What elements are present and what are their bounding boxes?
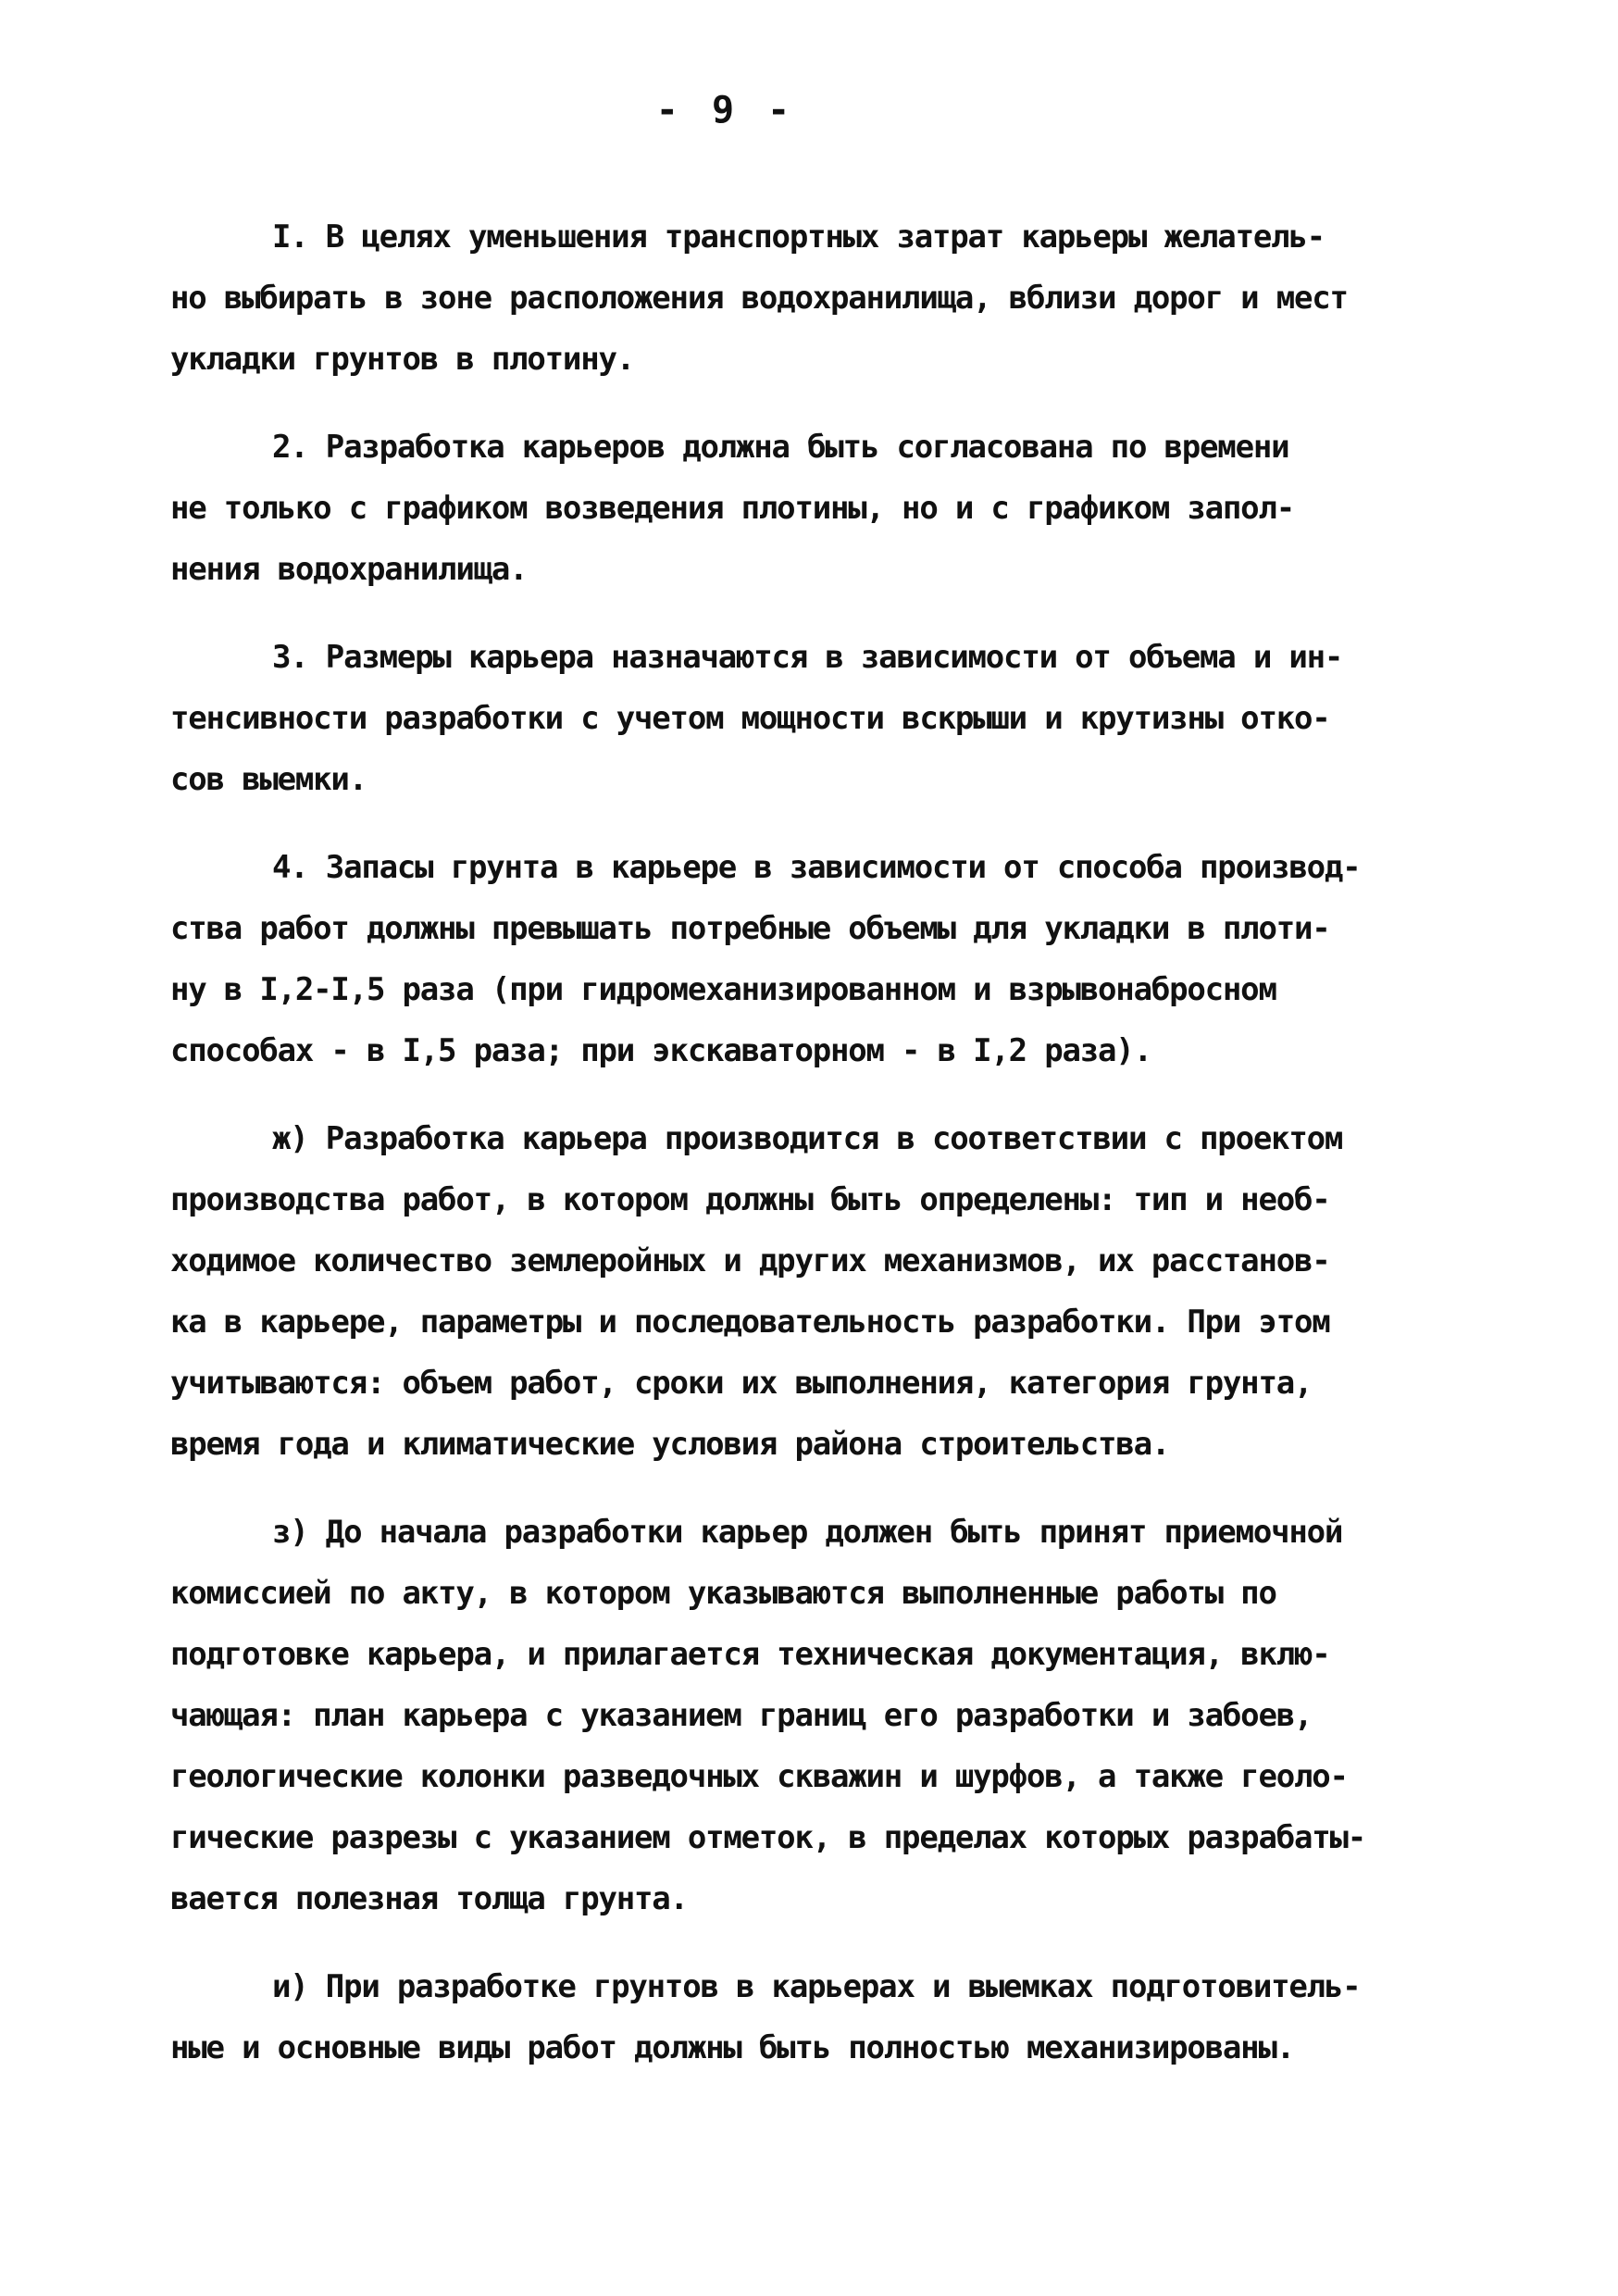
text-line: 2. Разработка карьеров должна быть согласована по времени (272, 429, 1289, 466)
text-line: но выбирать в зоне расположения водохранилища, вблизи дорог и мест (170, 280, 1348, 317)
text-line: комиссией по акту, в котором указываются выполненные работы по (170, 1575, 1276, 1612)
text-line: способах - в I,5 раза; при экскаваторном - в I,2 раза). (170, 1032, 1151, 1069)
text-line: ства работ должны превышать потребные объемы для укладки в плоти- (170, 910, 1330, 947)
text-line: ж) Разработка карьера производится в соответствии с проектом (272, 1120, 1343, 1157)
text-line: чающая: план карьера с указанием границ его разработки и забоев, (170, 1697, 1313, 1734)
paragraph-z (170, 1502, 1429, 1929)
text-line: вается полезная толща грунта. (170, 1880, 688, 1917)
text-line: учитываются: объем работ, сроки их выполнения, категория грунта, (170, 1365, 1313, 1402)
text-line: подготовке карьера, и прилагается техническая документация, вклю- (170, 1636, 1330, 1673)
text-line: ну в I,2-I,5 раза (при гидромеханизированном и взрывонабросном (170, 971, 1276, 1008)
text-line: з) До начала разработки карьер должен быть принят приемочной (272, 1514, 1343, 1551)
text-line: ходимое количество землеройных и других механизмов, их расстанов- (170, 1242, 1330, 1279)
text-line: нения водохранилища. (170, 551, 528, 588)
paragraph-zh (170, 1108, 1429, 1475)
paragraph-4 (170, 837, 1429, 1081)
text-line: геологические колонки разведочных скважин и шурфов, а также геоло- (170, 1758, 1348, 1795)
text-line: ные и основные виды работ должны быть полностью механизированы. (170, 2029, 1294, 2066)
paragraph-1 (170, 206, 1429, 390)
text-line: время года и климатические условия района строительства. (170, 1426, 1170, 1463)
text-line: ка в карьере, параметры и последовательность разработки. При этом (170, 1304, 1330, 1341)
text-line: I. В целях уменьшения транспортных затрат карьеры желатель- (272, 218, 1325, 256)
text-line: не только с графиком возведения плотины, но и с графиком запол- (170, 490, 1294, 527)
document-body (170, 206, 1429, 2078)
paragraph-2 (170, 417, 1429, 600)
text-line: 4. Запасы грунта в карьере в зависимости от способа производ- (272, 849, 1361, 886)
text-line: и) При разработке грунтов в карьерах и выемках подготовитель- (272, 1968, 1361, 2005)
paragraph-i (170, 1956, 1429, 2078)
text-line: укладки грунтов в плотину. (170, 341, 635, 378)
paragraph-3 (170, 627, 1429, 810)
text-line: сов выемки. (170, 761, 367, 798)
text-line: гические разрезы с указанием отметок, в пределах которых разрабаты- (170, 1819, 1366, 1856)
page-number: - 9 - (655, 89, 796, 131)
text-line: 3. Размеры карьера назначаются в зависимости от объема и ин- (272, 639, 1343, 676)
text-line: производства работ, в котором должны быть определены: тип и необ- (170, 1181, 1330, 1218)
text-line: тенсивности разработки с учетом мощности вскрыши и крутизны отко- (170, 700, 1330, 737)
